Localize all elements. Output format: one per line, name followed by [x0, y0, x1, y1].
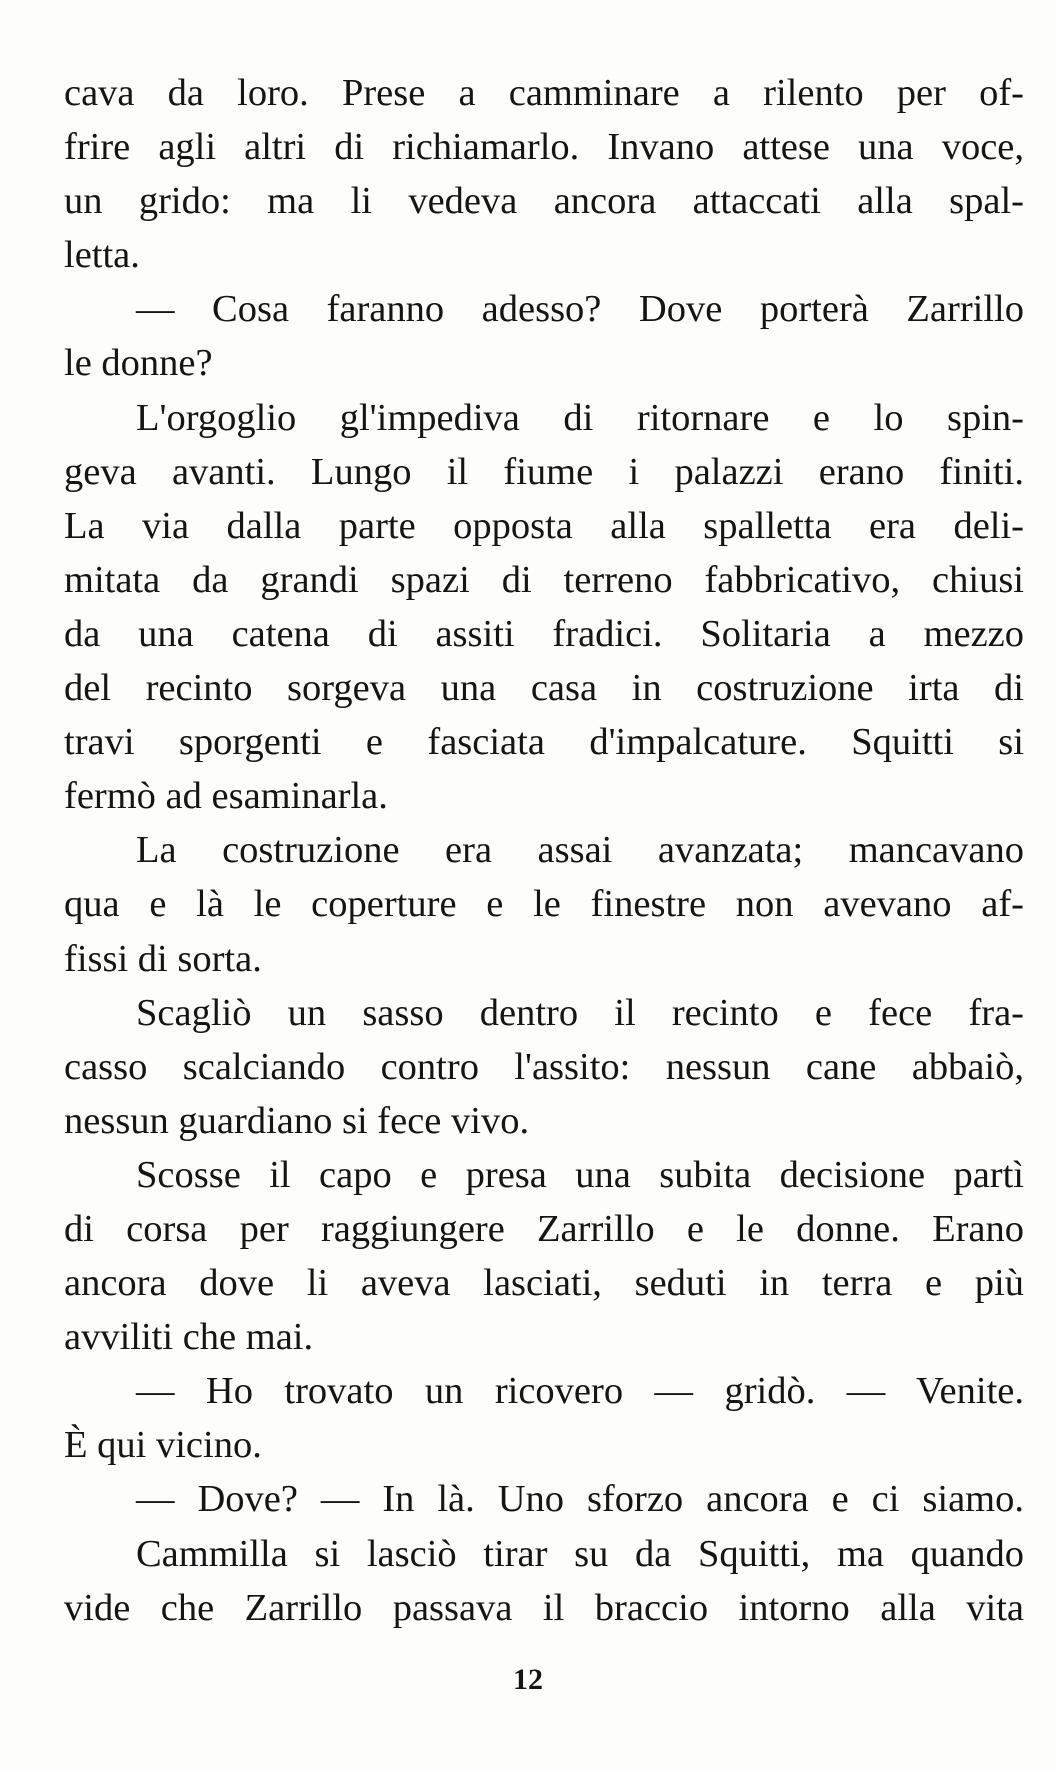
text-line: geva avanti. Lungo il fiume i palazzi erano finiti. — [64, 450, 1024, 493]
text-line: le donne? — [64, 342, 213, 385]
text-line: — Cosa faranno adesso? Dove porterà Zarrillo — [136, 288, 1024, 331]
text-line: La costruzione era assai avanzata; mancavano — [136, 829, 1024, 872]
text-line: del recinto sorgeva una casa in costruzione irta di — [64, 667, 1024, 710]
text-line: frire agli altri di richiamarlo. Invano attese una voce, — [64, 126, 1024, 169]
text-line: La via dalla parte opposta alla spalletta era deli- — [64, 504, 1024, 547]
text-line: — Ho trovato un ricovero — gridò. — Venite. — [136, 1370, 1024, 1413]
text-line: un grido: ma li vedeva ancora attaccati alla spal- — [64, 180, 1024, 223]
text-line: da una catena di assiti fradici. Solitaria a mezzo — [64, 612, 1024, 655]
text-line: mitata da grandi spazi di terreno fabbricativo, chiusi — [64, 558, 1024, 601]
text-line: casso scalciando contro l'assito: nessun cane abbaiò, — [64, 1045, 1024, 1088]
text-line: Cammilla si lasciò tirar su da Squitti, ma quando — [136, 1532, 1024, 1575]
text-line: È qui vicino. — [64, 1424, 262, 1467]
body-text — [64, 66, 1024, 1635]
text-line: qua e là le coperture e le finestre non avevano af- — [64, 883, 1024, 926]
text-line: cava da loro. Prese a camminare a rilento per of- — [64, 72, 1024, 114]
text-line: — Dove? — In là. Uno sforzo ancora e ci siamo. — [136, 1478, 1024, 1521]
text-line: nessun guardiano si fece vivo. — [64, 1099, 530, 1142]
text-line: fissi di sorta. — [64, 937, 262, 980]
text-line: vide che Zarrillo passava il braccio intorno alla vita — [64, 1586, 1024, 1629]
text-line: ancora dove li aveva lasciati, seduti in terra e più — [64, 1262, 1024, 1305]
text-line: fermò ad esaminarla. — [64, 775, 388, 818]
text-line: Scosse il capo e presa una subita decisione partì — [136, 1153, 1024, 1196]
text-line: avviliti che mai. — [64, 1316, 314, 1359]
text-line: Scagliò un sasso dentro il recinto e fece fra- — [136, 991, 1024, 1034]
text-line: travi sporgenti e fasciata d'impalcature. Squitti si — [64, 721, 1024, 764]
page-number: 12 — [513, 1663, 543, 1696]
text-line: letta. — [64, 234, 140, 277]
text-line: L'orgoglio gl'impediva di ritornare e lo spin- — [136, 396, 1024, 439]
text-line: di corsa per raggiungere Zarrillo e le donne. Erano — [64, 1207, 1024, 1250]
